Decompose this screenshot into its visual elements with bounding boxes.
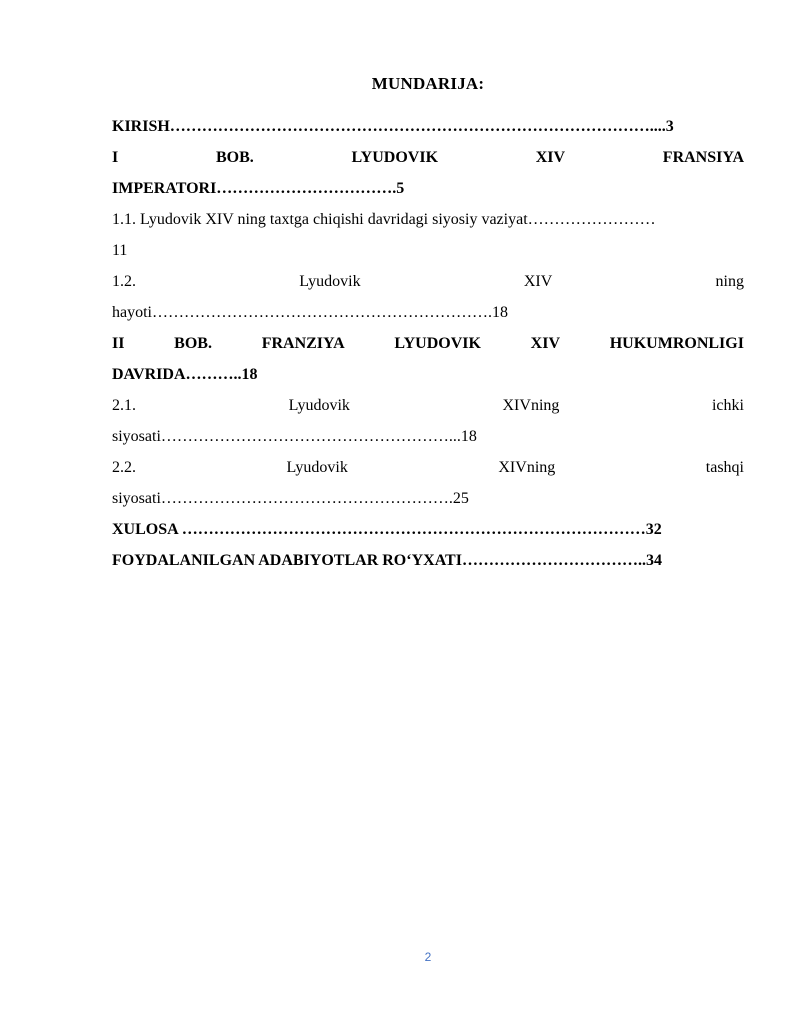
toc-entry-section-2-2 <box>112 454 744 485</box>
toc-word: BOB. <box>215 149 254 166</box>
toc-word: I <box>112 149 119 166</box>
toc-word: tashqi <box>705 459 744 476</box>
toc-entry-chapter-2-cont: DAVRIDA………..18 <box>112 366 258 383</box>
toc-word: XIV <box>535 149 566 166</box>
toc-entry-section-1-1: 1.1. Lyudovik XIV ning taxtga chiqishi davridagi siyosiy vaziyat…………………… <box>112 211 656 228</box>
toc-word: LYUDOVIK <box>394 335 481 352</box>
toc-entry-xulosa: XULOSA ……………………………………………………………………………32 <box>112 521 662 538</box>
toc-entry-chapter-1 <box>112 144 744 175</box>
toc-word: FRANSIYA <box>662 149 744 166</box>
toc-entry-chapter-1-cont: IMPERATORI…………………………….5 <box>112 180 405 197</box>
toc-word: XIV <box>523 273 553 290</box>
toc-word: Lyudovik <box>288 397 350 414</box>
toc-entry-kirish: KIRISH………………………………………………………………………………....3 <box>112 118 674 135</box>
toc-word: Lyudovik <box>286 459 348 476</box>
toc-word: II <box>112 335 125 352</box>
toc-word: 2.2. <box>112 459 136 476</box>
toc-word: 2.1. <box>112 397 136 414</box>
table-of-contents <box>112 113 744 578</box>
toc-word: 1.2. <box>112 273 136 290</box>
page-title: MUNDARIJA: <box>371 74 485 93</box>
toc-entry-section-2-2-cont: siyosati……………………………………………….25 <box>112 490 469 507</box>
page-number: 2 <box>424 950 432 964</box>
toc-entry-section-1-1-page: 11 <box>112 242 128 259</box>
toc-word: Lyudovik <box>299 273 361 290</box>
toc-entry-chapter-2 <box>112 330 744 361</box>
toc-entry-section-2-1-cont: siyosati………………………………………………...18 <box>112 428 477 445</box>
toc-word: BOB. <box>174 335 212 352</box>
toc-word: ichki <box>711 397 744 414</box>
toc-word: LYUDOVIK <box>351 149 439 166</box>
toc-word: HUKUMRONLIGI <box>609 335 744 352</box>
toc-entry-section-1-2-cont: hayoti……………………………………………………….18 <box>112 304 508 321</box>
toc-entry-section-2-1 <box>112 392 744 423</box>
toc-entry-section-1-2 <box>112 268 744 299</box>
toc-word: ning <box>715 273 744 290</box>
toc-word: XIVning <box>498 459 556 476</box>
toc-word: FRANZIYA <box>261 335 345 352</box>
toc-word: XIV <box>530 335 560 352</box>
toc-word: XIVning <box>502 397 560 414</box>
toc-entry-adabiyotlar: FOYDALANILGAN ADABIYOTLAR RO‘YXATI……………………………..34 <box>112 552 662 569</box>
